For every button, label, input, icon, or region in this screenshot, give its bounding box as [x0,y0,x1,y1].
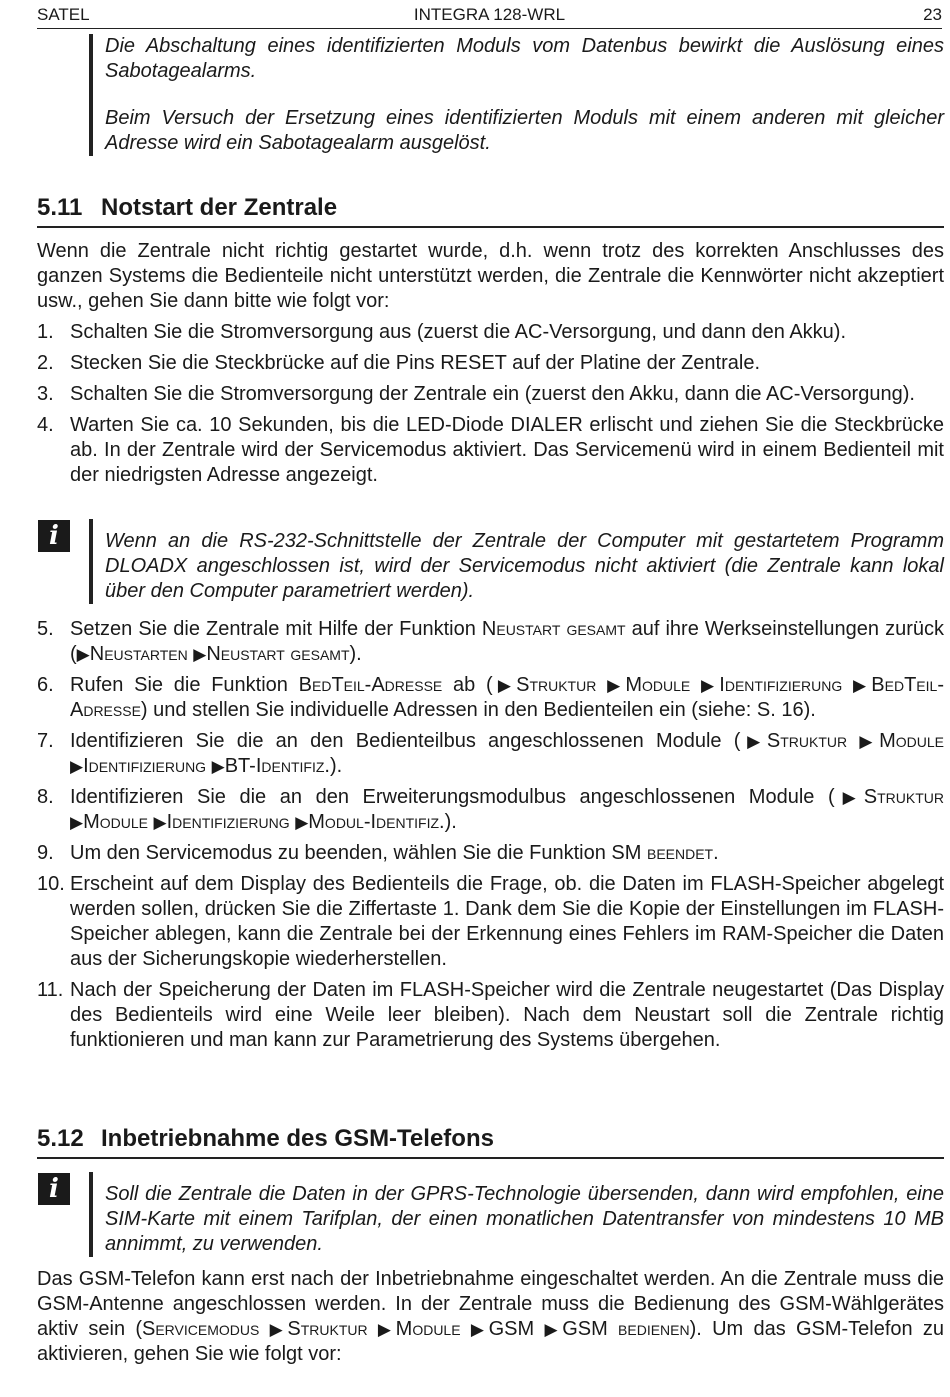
list-number: 3. [37,383,54,405]
steps-list-b [37,617,944,1059]
menu-arrow-icon: ▶ [269,1320,288,1339]
list-text: ). [444,811,457,833]
function-name: BedTeil-Adresse [298,674,443,696]
info-icon: i [38,1173,70,1205]
menu-path-item: Servicemodus [142,1318,260,1340]
menu-arrow-icon: ▶ [70,813,84,832]
list-number: 6. [37,674,54,696]
menu-path-item: Module [395,1318,461,1340]
list-text: Stecken Sie die Steckbrücke auf die Pins RESET auf der Platine der Zentrale. [70,352,760,374]
menu-path-item: BedTeil-Adresse [70,674,944,721]
menu-path-item: Struktur [516,674,597,696]
list-number: 2. [37,352,54,374]
paragraph-text: Das GSM-Telefon kann erst nach der Inbetriebnahme eingeschaltet werden. An die Zentrale muss die GSM-Antenne angeschlossen werden. In der Zentrale muss die Bedienung des GSM-Wählgerätes aktiv sein ( [37,1268,944,1340]
menu-path-item: Neustart gesamt [206,643,350,665]
note-text: Die Abschaltung eines identifizierten Moduls vom Datenbus bewirkt die Auslösung eines Sabotagealarms. [105,35,944,82]
list-item [37,413,944,488]
list-text: ). [349,643,362,665]
menu-arrow-icon: ▶ [859,732,880,751]
list-item [37,382,944,407]
list-number: 8. [37,786,54,808]
list-number: 1. [37,321,54,343]
list-item [37,617,944,667]
menu-path-item: Module [879,730,944,752]
menu-arrow-icon: ▶ [211,757,225,776]
menu-path-item: Modul-Identifiz. [308,811,445,833]
list-item [37,673,944,723]
section-title: Notstart der Zentrale [101,194,338,221]
list-item [37,351,944,376]
menu-path-item: GSM [488,1318,535,1340]
menu-arrow-icon: ▶ [492,676,517,695]
list-text: Um den Servicemodus zu beenden, wählen Sie die Funktion SM [70,842,647,864]
section-number: 5.11 [37,194,83,221]
menu-arrow-icon: ▶ [193,645,207,664]
list-text: ab ( [442,674,493,696]
list-text: Schalten Sie die Stromversorgung aus (zuerst die AC-Versorgung, und dann den Akku). [70,321,847,343]
list-text: . [713,842,719,864]
section-intro: Wenn die Zentrale nicht richtig gestartet wurde, d.h. wenn trotz des korrekten Anschlusses des ganzen Systems die Bedienteile nicht unterstützt werden, die Zentrale die Kennwörter nicht akzeptiert usw., gehen Sie dann bitte wie folgt vor: [37,240,944,312]
function-name: Neustart gesamt [481,618,626,640]
list-text: Setzen Sie die Zentrale mit Hilfe der Funktion [70,618,482,640]
list-text: ). [329,755,343,777]
menu-path-item: Identifizierung [83,755,207,777]
menu-arrow-icon: ▶ [701,676,720,695]
menu-arrow-icon: ▶ [76,645,90,664]
menu-arrow-icon: ▶ [377,1320,396,1339]
menu-path-item: Identifizierung [166,811,290,833]
menu-arrow-icon: ▶ [153,813,167,832]
note-block-tamper [89,34,944,156]
note-block-gprs [89,1172,944,1257]
list-text: Rufen Sie die Funktion [70,674,299,696]
function-name: beendet [646,842,714,864]
menu-path-item: Struktur [863,786,944,808]
menu-arrow-icon: ▶ [853,676,872,695]
menu-path-item: BT-Identifiz. [224,755,330,777]
paragraph-text: ). Um das GSM-Telefon zu aktivieren, gehen Sie wie folgt vor: [37,1318,945,1365]
header-page-number: 23 [923,5,942,24]
list-item [37,872,944,972]
menu-path-item: Identifizierung [719,674,843,696]
list-text: ) und stellen Sie individuelle Adressen in den Bedienteilen ein (siehe: S. 16). [140,699,816,721]
list-text: Warten Sie ca. 10 Sekunden, bis die LED-Diode DIALER erlischt und ziehen Sie die Steckbrücke ab. In der Zentrale wird der Servicemodus aktiviert. Das Servicemenü wird in einem Bedienteil mit der niedrigsten Adresse angezeigt. [70,414,944,486]
menu-arrow-icon: ▶ [834,788,864,807]
info-icon: i [38,520,70,552]
note-text: Wenn an die RS-232-Schnittstelle der Zentrale der Computer mit gestartetem Programm DLOADX angeschlossen ist, wird der Servicemodus nicht aktiviert (die Zentrale kann lokal über den Computer parametriert werden). [105,530,944,602]
note-text: Beim Versuch der Ersetzung eines identifizierten Moduls mit einem anderen mit gleicher Adresse wird ein Sabotagealarm ausgelöst. [105,107,944,154]
section-heading-5-12 [37,1124,944,1159]
list-item [37,320,944,345]
menu-arrow-icon: ▶ [740,732,767,751]
menu-path-item: Struktur [287,1318,368,1340]
list-number: 11. [37,979,64,1001]
note-text: Soll die Zentrale die Daten in der GPRS-Technologie übersenden, dann wird empfohlen, eine SIM-Karte mit einem Tarifplan, der einen monatlichen Datentransfer von mindestens 10 MB annimmt, zu verwenden. [105,1183,944,1255]
menu-arrow-icon: ▶ [544,1320,563,1339]
menu-path-item: Struktur [766,730,848,752]
list-number: 9. [37,842,54,864]
page-header [37,4,942,26]
menu-arrow-icon: ▶ [295,813,309,832]
list-text: Identifizieren Sie die an den Erweiterungsmodulbus angeschlossenen Module ( [70,786,835,808]
list-item [37,978,944,1053]
list-number: 7. [37,730,54,752]
section-title: Inbetriebnahme des GSM-Telefons [101,1125,494,1152]
header-brand: SATEL [37,5,90,24]
menu-arrow-icon: ▶ [470,1320,489,1339]
header-product: INTEGRA 128-WRL [413,5,566,24]
list-number: 4. [37,414,54,436]
steps-list-a [37,320,944,494]
section-number: 5.12 [37,1125,84,1152]
header-rule [37,28,942,29]
note-block-dloadx [89,519,944,604]
section-paragraph [37,1267,944,1367]
list-item [37,729,944,779]
menu-path-item: Module [625,674,691,696]
list-text: Identifizieren Sie die an den Bedienteilbus angeschlossenen Module ( [70,730,741,752]
list-number: 10. [37,873,65,895]
list-number: 5. [37,618,54,640]
list-item [37,841,944,866]
list-item [37,785,944,835]
menu-path-item: Module [83,811,148,833]
list-text: auf ihre Werkseinstellungen zurück ( [70,618,944,665]
menu-path-item: Neustarten [89,643,188,665]
section-heading-5-11 [37,193,944,228]
list-text: Erscheint auf dem Display des Bedienteils die Frage, ob. die Daten im FLASH-Speicher abgelegt werden sollen, drücken Sie die Ziffertaste 1. Dank dem Sie die Kopie der Einstellungen im FLASH-Speicher ablegen, kann die Zentrale bei der Erkennung eines Fehlers im RAM-Speicher die Daten aus der Sicherungskopie wiederherstellen. [70,873,944,970]
menu-path-item: GSM bedienen [562,1318,690,1340]
menu-arrow-icon: ▶ [70,757,84,776]
list-text: Nach der Speicherung der Daten im FLASH-Speicher wird die Zentrale neugestartet (Das Display des Bedienteils wird eine Weile leer bleiben). Nach dem Neustart soll die Zentrale richtig funktionieren und man kann zur Parametrierung des Systems übergehen. [70,979,944,1051]
list-text: Schalten Sie die Stromversorgung der Zentrale ein (zuerst den Akku, dann die AC-Versorgung). [70,383,915,405]
menu-arrow-icon: ▶ [607,676,626,695]
